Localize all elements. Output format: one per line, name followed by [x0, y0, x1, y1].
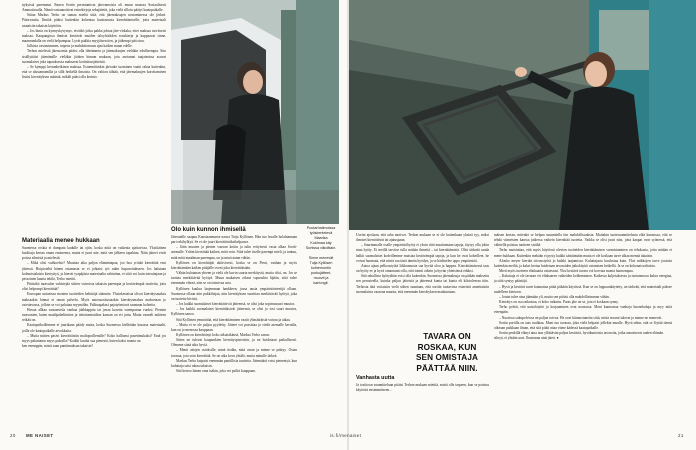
paragraph: – Se kymppi kerranhetkinen maksua. Esinemittinkin järisuke tuominen vaatii rahaa kuitenkin, että se alustamamilla ja sillä hetkellä ilmaista. On valtion tähtää, että jätemaksujen korottaminen lisäisi kierrätyksen määrää, mikäli pääsi olla kerinto.: [22, 64, 166, 80]
pull-quote: TAVARA ON ROSKAA, KUN SEN OMISTAJA PÄÄTTÄÄ NIIN.: [415, 332, 478, 373]
paragraph: Sitten ne tulevat kaupunkien kierrätyspisteisiin, ja ne hoidetaan paikallisesti. Olemme siinä aika hyviä.: [171, 338, 297, 348]
paragraph: – Mikä olisi vaihtoehto? Muuttaa aika paljon elämäntapaa, joo hoa yrittää kierrättää ensi jättessä. Hoipioteltä hänen ostamasta se ei johtaisi työ rakin hupuroitukseen. Jos halutaan kolmoistalaisia kiertyttyä, ja hieroti tyapäjäsia materiaalia vahintina, ei siitä voi kuin toteuttajaan ja pessoinen kautta tekilä, Terho miettii.: [22, 261, 166, 281]
caption-line: Maarika: [314, 236, 328, 240]
caption-line: Puutarhatimoissa: [306, 226, 336, 230]
paragraph: – Menit aitojen ostoksille, minä tiedän, mitä ostan ja minne se päätyy. Ostan tavaraa, jota voin kierrättää. Se on aika kova yhtälö, mutta minulle tärkeä.: [171, 348, 297, 358]
paragraph: Terho pohtii, että uusiokäyttö ja korjaaminen ovat nousussa. Moni kunnostaa vanhoja huonekaluja ja myy niitä eteenpäin.: [494, 305, 672, 315]
paragraph: Suomessa roskia ei dumpata kadulle tai ojiin, koska niitä on vaikeata ajattavissa. Yksittäinen huolitaja kertaa oman enoineena, mutta ei juuri näe, mitä sen jälkeen tapahtuu. Näin jätteet eivät poissa silmistä ja mielestä.: [22, 246, 166, 261]
photo-caption: [300, 226, 342, 286]
photo-woman-at-van: [171, 0, 339, 224]
paragraph: – Jätin muuten ja pienen vauvan kotiin ja tulin erityisesti vasta alkaa Sortti-asemalle. Yritän kierrättää kaiken, mitä voin. Siitä tulee itselle parempi mieli, ja tuntuu, mitä mitä maailman parempaa, on ja minä autan vähän.: [171, 245, 297, 260]
caption-line: työskentelevä: [309, 231, 333, 235]
caption-line: Tuija Kyllösen: [309, 261, 333, 265]
paragraph: Alonko meyer kiertää siivoustyötä jo kaikki taajamissa. Kuluttajasta kuulostaa kuin. Yksi mikkojen tarve joutuisi kuitenkin meiltä, ja kaksi kertaa hoidetaan tavaroiden jatkokäyttö ostamisen hetkellä. Ja se on kokonaisvaltaista.: [494, 258, 672, 268]
paragraph: – Nuorissa sukupolvissa on paljon toivoa. He ovat kiinnostuneita siitä, mistä tavarat tulevat ja minne ne menevät.: [499, 315, 662, 320]
caption-line: kotiremontin: [310, 266, 332, 270]
caption-line: muovit ja: [313, 276, 329, 280]
paragraph: Sortin portilla on taas ruuhkaa. Moni tuo tavaraa, joka vielä kelpaisi jollekin muulle. Hyvä sekin, että se löytää tiensä oikeaan paikkaan ilman, että sitä pitää ottaa viime kädessä kaatopaikalle.: [494, 320, 672, 330]
subhead-materiaalia: Materiaalia menee hukkaan: [22, 238, 100, 244]
paragraph: Ja tosiitoon suunnitteluun pitäisi Terhon mukaan miettiä, mistä olle tarpeen, kun se poistuu käytöstä ensimmäiseen...: [356, 382, 489, 392]
paragraph: Huvaa allkaa vaasanvisla vanhaa jääkkappiia tai juvaa kosetta varenpunua vuoksi. Pienten taravanien, kuten maalipaheliimien ja tietoinentaidion kansan on eri juttu. Mutta vauneli nuhteen reikää on.: [22, 307, 166, 323]
photo-woman-at-van-illustration: [171, 0, 339, 224]
paragraph: – Jos kaikki suomalaiset kierrättäisivät jätteensä, se olisi joka sopimusuuri muutos.: [176, 302, 296, 307]
right-page-number: 21: [678, 433, 684, 438]
page-gutter: [347, 0, 349, 450]
paragraph: Useiin ajoslaan, että raha motivoi. Terhon mukaan se ei ole kuitenkaan yksinä syy, miksi ihmiset kierrättävät tai ajatuspaan.: [356, 233, 489, 243]
right-page-column-3: [356, 233, 489, 329]
paragraph: – Jos kaikki suomalaiset kierrättäisivät jätteensä, se olisi jo tosi suuri muutos, Kyllönen sanoo.: [171, 307, 297, 317]
paragraph: Sitä kertoo hänen oma isäkin, joka vei pullot kauppaan.: [176, 369, 256, 374]
caption-line: Kuldmaa käy: [310, 241, 332, 245]
paragraph: – Jotain tulee aina jäämään yli, mutta sen pitäisi olla mahdollisimman vähän.: [499, 294, 610, 299]
right-page-column-4: [494, 233, 672, 429]
paragraph: Mieti myös tuotteen elinkaarta ostaessasi. Yksi kestävä tavara voi korvata monta huonompaa.: [499, 269, 634, 274]
paragraph: Julkista vastuutmmen, nopeus ja mahdottomuus ajaa kaiken muun edelle.: [27, 44, 133, 49]
subhead-olo-kuin: Olo kuin kunnon ihmisellä: [171, 227, 246, 233]
paragraph: sihtyä, ei yhtään uusi. Ihastunna ainä jäteä. ●: [494, 336, 559, 341]
paragraph: nykyistä paremmat. Ennen Sortin perustamista jätevamoista oli muun muassa Sosiaalisesti Ammatiosalla. Nämä vastaanottivat esinekirjoja sekajätettä, joka vielä silloin päätyi kaatopaikalle.: [22, 3, 166, 13]
paragraph: Sitä rahallista hyötyähän voisi olla kuitenkin. Suomessa jätemaksuja on pätkän maksettu sen perusteella, kuinka paljon jätteistä ja jätteensä kunta tai kunta eli kilotoleeraa tiiin. Terhosta tätä voitaisiin vielä siihen suuntaan, että sortiin tuotavista esineistä annettaisiin suomalaista vaarona maasta, että enemmän kierrätyksen maakuntaan.: [356, 274, 489, 294]
paragraph: Terhon mielestä jätesuomia pitäisi olla tiheämmin ja jätemaksujen vieläkin edullisempia. Siin sisällyttäisi jätenämille vieläkin jättäen hinnan mukaan, jota asetumat taajaimissa asuvat suomalaiset joka tapauksessa maksavat kotitalousjätteistä.: [22, 49, 166, 64]
paragraph: Kaatopaikoillemme ei juurikaan päädy muita, koska Suomessa kielletään kasassa materiaalit, joilla ole kaatopaikalle arvokkaita.: [22, 323, 166, 333]
paragraph: Markus Terho kaipaisi enemmän pantillisia tuotteita. Jätemäärä voisi pienentyä, kun kuluttaja saisi rahaa takaisin.: [171, 358, 297, 368]
left-page-column-2: [171, 224, 297, 428]
left-page-column-1-lower: [22, 235, 166, 349]
caption-line: Sinne menevät: [308, 256, 334, 260]
paragraph: Kyllönen on kierrättänyt koko aikuisikänsä, Markus Terho sanoo.: [176, 332, 271, 337]
paragraph: Kierrätys on osa ratkaisua, ei koko ratkaisu. Paras jäte on se, jota ei koskaan synny.: [499, 300, 619, 305]
paragraph: Terho muistuttaa, että myös käytössä olevien tuotteiden kierrättämisen varmistaminen on tehokasta, jotta mitään ei mene hukkaan. Kuitenkin mekään ei pysty kaikki säästämään mutta ei ole koskaan tarve alkaa mennä takaisin.: [494, 248, 672, 258]
paragraph: Sortin penkillä elänyt aina taas yllättävän paljon kestäviä, hyväkuntoisia tavaroita, jotka ansaitsevat uuden elämän.: [499, 330, 664, 335]
photo-woman-at-container: [349, 0, 696, 230]
caption-line: purkujätteet,: [310, 271, 332, 275]
caption-line: Sortissa viikoittain.: [305, 246, 337, 250]
paragraph: ken enemppin, mistä saan panttimaksun takaisin?: [22, 343, 94, 348]
footer-url: is.fi/menaiset: [330, 433, 362, 438]
paragraph: Jätesanille saapuu Kaustaanmasse naava Tuija Kyllönen. Hän tuo lavalle holahtamaan pari rekihylkyä. Se ei ole juuri kierrättäväksikelpaava.: [171, 235, 297, 245]
paragraph: – Mutta ei se ole paljoa pyydetty. Jätteet voi pussittaa ja viedä asemalle kerralla, kun on jo menossa kauppaan.: [171, 322, 297, 332]
paragraph: Sitä Kyllönen ymmärtää, että kierrättäminen vaatii ylimääräistä vaivaa ja aikaa.: [176, 317, 291, 322]
paragraph: mäisen kerran, mitenkö se helpaa suunnitella tiin mahdollisuuksia. Muttakin tuotesuunnittelusta elää kunnossa, että se tehdä viimeisten kanssa jatkessa vaikein kierrättää tuotetta. Vaikka se olisi juuri niin, jotta kaupat ovat syönessä, että vähitellä poistuu tuotteen sisältä.: [494, 233, 672, 248]
magazine-name: ME NAISET: [26, 433, 54, 438]
paragraph: – Jos hinta on kynnyskysymys, eivätkö jotka pakka johtaa jäte-virkaka, ettei maksua tarvitseisi maksaa. Kaupungissa ihmiset kiertävät muiden taloyhtiöiden rouskierja ja kuppaavat sinne, maanrandalla on vielä helpompaa. Lyvät pakkia myyjäisen tien, ja jätkempi pää otuu.: [22, 28, 166, 44]
paragraph: – Kuluttaja ei ole tavaran eri elinkaaren vaiheiden kolkemainen. Kaikessa kuljetuksessa ja tuotannossa kuluu energiaa, ja siitä syntyy päästöjä.: [494, 274, 672, 284]
paragraph: Siitan Markus Terho on samaa mieltä siitä, että jätemaksujen nostaminessa ole järkeä. Päiorvaattu. Ilmiöä pitäisi kuitenkin kohentaa kuntoutusta kierrättämiselle, jotta materiaali saataisiin takaisin käyttöön.: [22, 13, 166, 28]
paragraph: Kyllönen kuuluu laajemman hankkeen, jossa uusia ympäristönteetijä ollaan. Suomessa ollaan niin pukkilinjaa, niin kierrätyksen suorittaa merkittävää hyötyä, joka on tuotettu hivistä.: [171, 286, 297, 301]
paragraph: – Mutta mitten pasivi kierrättäisiin maltopoillemille? Koko halliunsi pasettmukaksi? Entä jos myys pakottamu myys pakoilla? Kaikki kuului sua pienestä, kuten kaksi muuta on.: [22, 333, 166, 343]
paragraph: Euroopan unionissa monien tuotteiden kehittäjä säännön. Yksinkertaisia olivat kierrätysmaksu maksaakin hinnat et oman palvelu. Myös autosuositustaakin kierrätysmaksu maksetaan jo ostettavassa, jolloin se voi paluttaa myymälän. Palkuapakasi pajatyömiavä saamaan kohteita.: [22, 292, 166, 307]
subhead-vanhasta-uutta: Vanhasta uutta: [356, 375, 395, 381]
paragraph: – Suurimmalle osalle ympäristöhyöty ei yksin riitä muuttamaan tapoja, täytyy olla jokin muu hyöty. Ei meillä tarvitse tulla mitään ihmeitä – tai kierrättämistä. Olisi tärkeää saada halkit suomalaiset kodeillemme muistaa kestävämpiä tapoja, ja kun he ovat kokeilleet, he voivat huomata, että niistä saa tästä tämän hyödyn, ja se hädistelee oppo ympäristöä.: [356, 243, 489, 263]
paragraph: Kyllönen on kierrättäjät aktiivisesti, koska se on Pieni, vanhan ja myös kierrättämään kaiken pitäjälle oveni joka kierrättäisään.: [171, 260, 297, 270]
left-page-column-1: [22, 3, 166, 80]
caption-line: kartongit.: [313, 281, 329, 285]
paragraph: Pitäisikö taravalon vahistejäa siitten vaivoista takaisin parempia ja kestävämpiä tuotteita, joita olisi helpompi kierrättää?: [22, 282, 166, 292]
right-page-column-3-lower: [356, 373, 489, 429]
paragraph: – Hyvä ja kestävä tuote kannattaa pitää pitkään käytössä. Kun se on loppuunkäytetty, on tärkeää, että materiaali pääsee uudelleen kiertoon.: [494, 284, 672, 294]
left-page-number: 20: [10, 433, 16, 438]
photo-woman-at-container-illustration: [349, 0, 696, 230]
paragraph: Vähän hulutanan yhteen ja vielä ole kuvin suurta merkitystä, mutta olisi, on. Jos se tuottaa merkittävää hyötyä. Muun mukaisen oikeat sopusuhta läjään, siitä tulee enemmän vihreä, niin se on toimivaa asia.: [171, 271, 297, 286]
paragraph: Autoa ajaan pelkoastyötä liikkunnosta saa hyvää oloa ja happea. Kierrättämisessä taas on hyöty ee ja hyvä omantunto olla, että toimii oikein ja hyvän yhteisönsä eduksi.: [356, 263, 489, 274]
